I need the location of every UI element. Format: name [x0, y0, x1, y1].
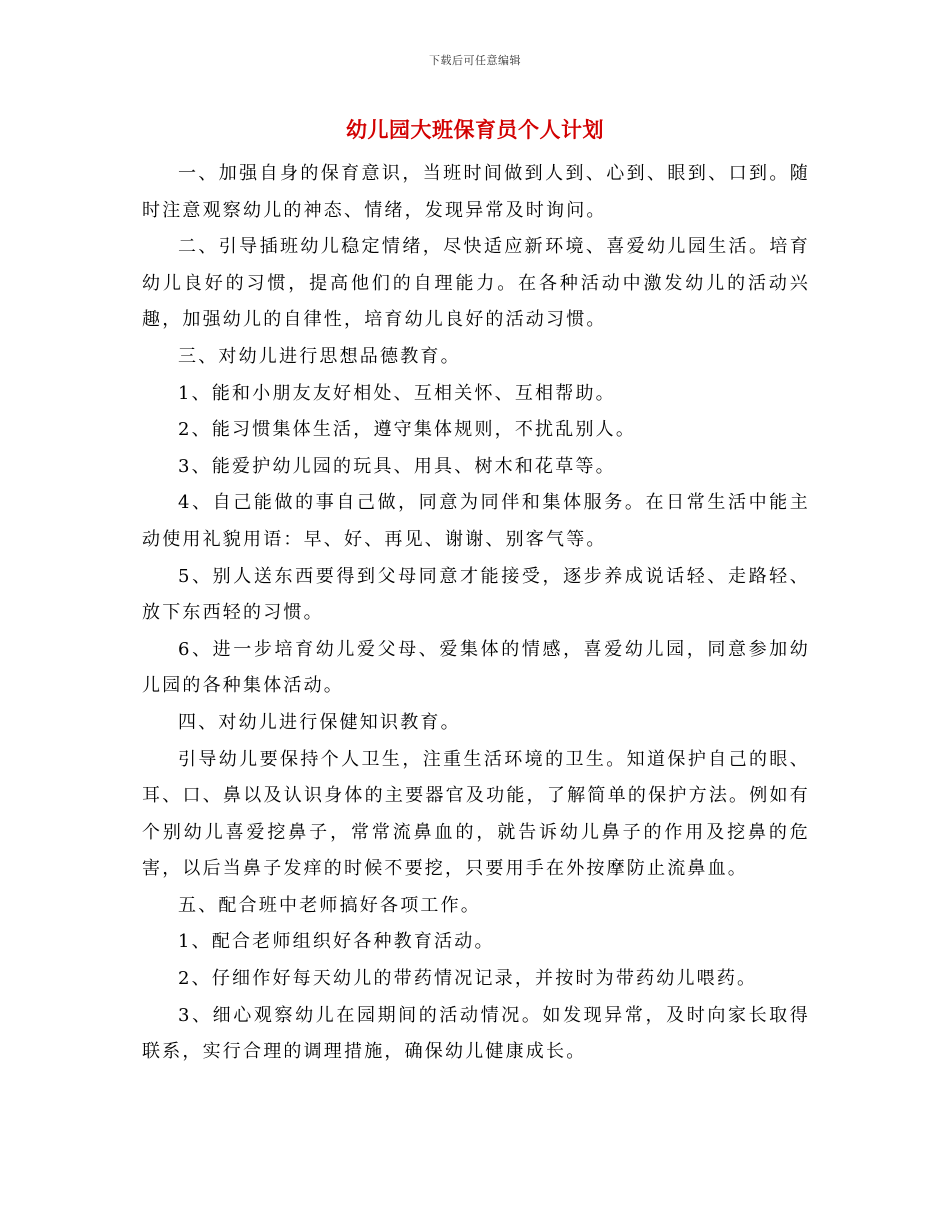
- document-title: 幼儿园大班保育员个人计划: [346, 117, 604, 142]
- header-note: 下载后可任意编辑: [429, 54, 521, 67]
- document-body: [142, 156, 810, 1071]
- section-heading-5: 五、配合班中老师搞好各项工作。: [178, 894, 481, 916]
- list-item-5-2: 2、仔细作好每天幼儿的带药情况记录，并按时为带药幼儿喂药。: [178, 968, 758, 990]
- list-item-3-4: 4、自己能做的事自己做，同意为同伴和集体服务。在日常生活中能主动使用礼貌用语：早、好、再见、谢谢、别客气等。: [142, 492, 810, 550]
- section-heading-3: 三、对幼儿进行思想品德教育。: [178, 345, 461, 367]
- list-item-3-5: 5、别人送东西要得到父母同意才能接受，逐步养成说话轻、走路轻、放下东西轻的习惯。: [142, 565, 810, 624]
- paragraph-2: 二、引导插班幼儿稳定情绪，尽快适应新环境、喜爱幼儿园生活。培育幼儿良好的习惯，提高他们的自理能力。在各种活动中激发幼儿的活动兴趣，加强幼儿的自律性，培育幼儿良好的活动习惯。: [142, 236, 810, 331]
- list-item-3-3: 3、能爱护幼儿园的玩具、用具、树木和花草等。: [178, 455, 616, 477]
- list-item-3-2: 2、能习惯集体生活，遵守集体规则，不扰乱别人。: [178, 419, 637, 441]
- list-item-5-1: 1、配合老师组织好各种教育活动。: [178, 931, 495, 953]
- paragraph-4-body: 引导幼儿要保持个人卫生，注重生活环境的卫生。知道保护自己的眼、耳、口、鼻以及认识身体的主要器官及功能，了解简单的保护方法。例如有个别幼儿喜爱挖鼻子，常常流鼻血的，就告诉幼儿鼻子的作用及挖鼻的危害，以后当鼻子发痒的时候不要挖，只要用手在外按摩防止流鼻血。: [142, 748, 810, 880]
- list-item-5-3: 3、细心观察幼儿在园期间的活动情况。如发现异常，及时向家长取得联系，实行合理的调理措施，确保幼儿健康成长。: [142, 1004, 810, 1063]
- list-item-3-6: 6、进一步培育幼儿爱父母、爱集体的情感，喜爱幼儿园，同意参加幼儿园的各种集体活动。: [142, 638, 810, 697]
- list-item-3-1: 1、能和小朋友友好相处、互相关怀、互相帮助。: [178, 382, 616, 404]
- paragraph-1: 一、加强自身的保育意识，当班时间做到人到、心到、眼到、口到。随时注意观察幼儿的神态、情绪，发现异常及时询问。: [142, 163, 810, 221]
- section-heading-4: 四、对幼儿进行保健知识教育。: [178, 711, 461, 733]
